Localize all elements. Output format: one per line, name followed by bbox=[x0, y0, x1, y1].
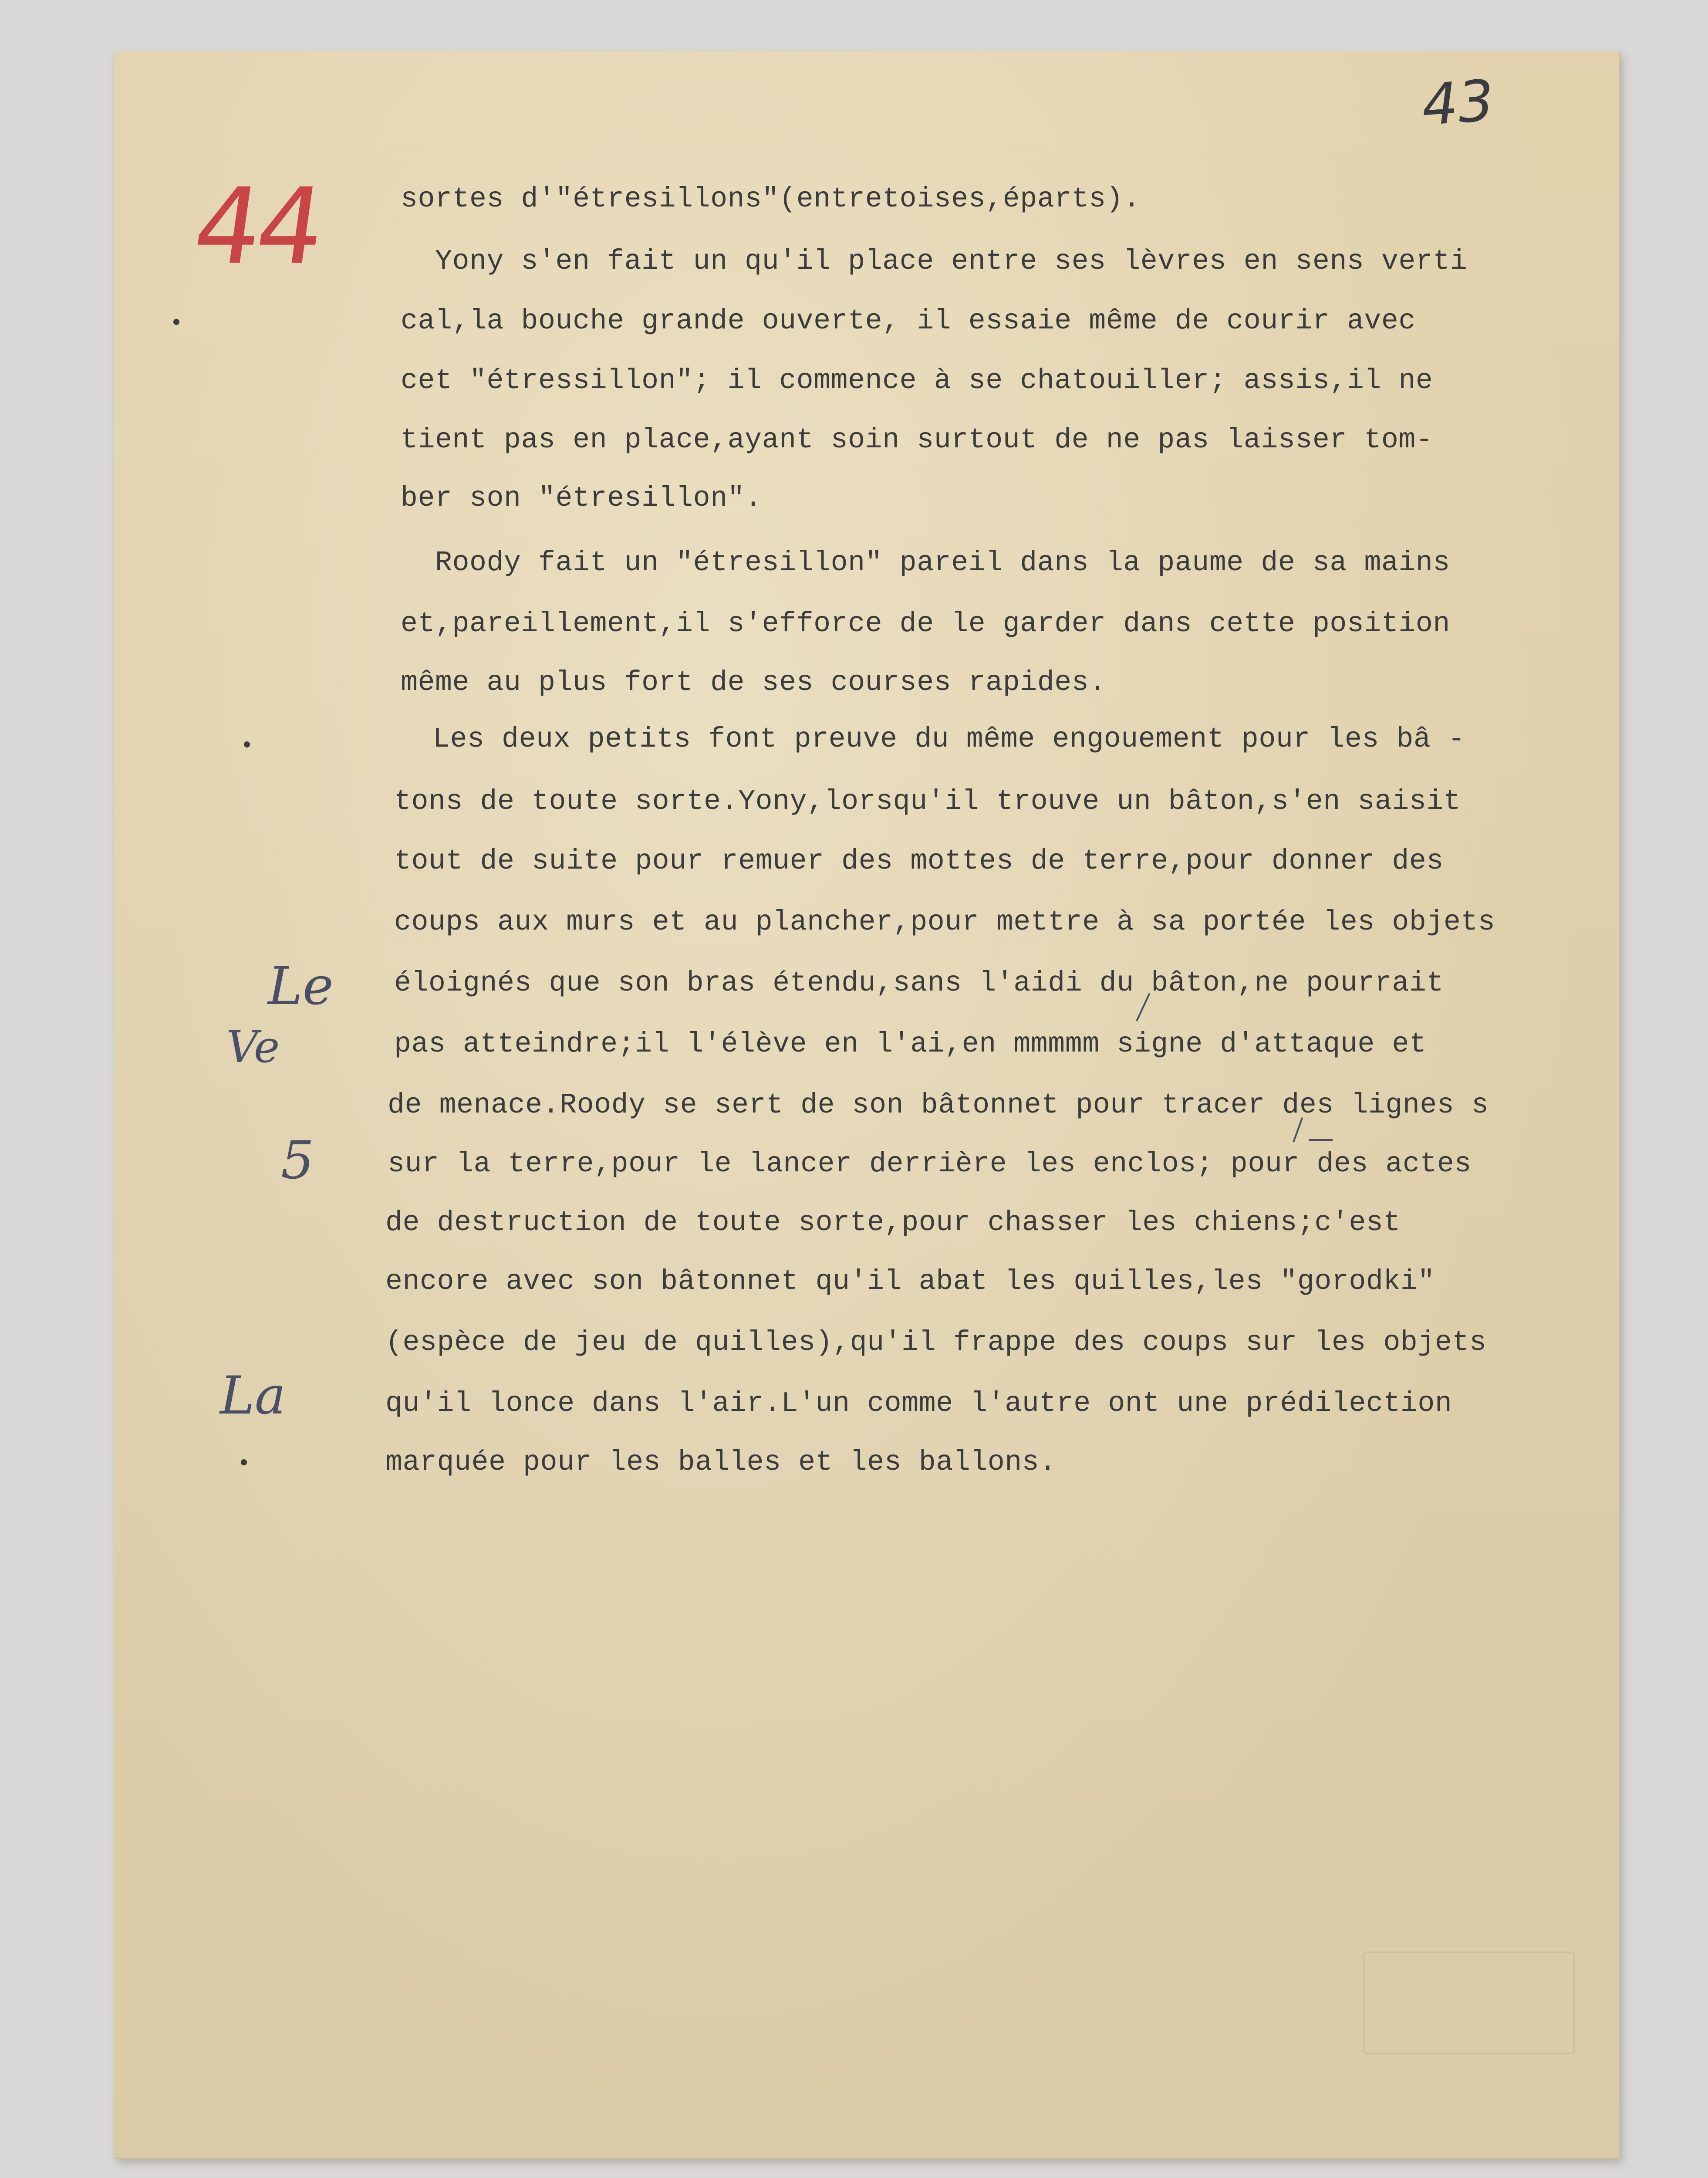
margin-note-la: La bbox=[220, 1366, 286, 1426]
faded-archive-stamp bbox=[1363, 1951, 1575, 2054]
text-line: de menace.Roody se sert de son bâtonnet pour tracer des lignes s bbox=[388, 1089, 1489, 1121]
text-line: ber son "étresillon". bbox=[401, 482, 762, 514]
text-line: éloignés que son bras étendu,sans l'aidi du bâton,ne pourrait bbox=[394, 967, 1444, 999]
text-line: tons de toute sorte.Yony,lorsqu'il trouve un bâton,s'en saisit bbox=[394, 785, 1461, 818]
text-line: Les deux petits font preuve du même engouement pour les bâ - bbox=[398, 723, 1465, 755]
text-line: sur la terre,pour le lancer derrière les enclos; pour des actes bbox=[388, 1148, 1472, 1180]
text-line: coups aux murs et au plancher,pour mettre à sa portée les objets bbox=[394, 906, 1495, 938]
margin-note-5: 5 bbox=[281, 1130, 314, 1191]
text-line: marquée pour les balles et les ballons. bbox=[385, 1446, 1057, 1478]
margin-dot bbox=[173, 319, 179, 325]
text-line: et,pareillement,il s'efforce de le garder dans cette position bbox=[401, 608, 1450, 640]
text-line: encore avec son bâtonnet qu'il abat les quilles,les "gorodki" bbox=[385, 1265, 1435, 1298]
text-line: qu'il lonce dans l'air.L'un comme l'autre ont une prédilection bbox=[385, 1387, 1452, 1420]
text-line: (espèce de jeu de quilles),qu'il frappe des coups sur les objets bbox=[385, 1326, 1487, 1359]
text-line: sortes d'"étresillons"(entretoises,éparts). bbox=[401, 183, 1141, 215]
text-line: cet "étressillon"; il commence à se chatouiller; assis,il ne bbox=[401, 365, 1433, 397]
margin-dot bbox=[241, 1459, 247, 1465]
margin-note-le: Le bbox=[268, 956, 334, 1017]
text-line: cal,la bouche grande ouverte, il essaie même de courir avec bbox=[401, 305, 1416, 337]
text-line: Roody fait un "étresillon" pareil dans la paume de sa mains bbox=[401, 547, 1450, 579]
text-line: Yony s'en fait un qu'il place entre ses lèvres en sens verti bbox=[401, 245, 1468, 277]
correction-stroke bbox=[1309, 1139, 1333, 1141]
text-line: tout de suite pour remuer des mottes de terre,pour donner des bbox=[394, 845, 1444, 877]
margin-note-ve: Ve bbox=[226, 1021, 280, 1072]
text-line: même au plus fort de ses courses rapides. bbox=[401, 666, 1106, 699]
folio-number: 43 bbox=[1419, 67, 1496, 139]
text-line: tient pas en place,ayant soin surtout de ne pas laisser tom- bbox=[401, 424, 1433, 456]
red-page-number: 44 bbox=[186, 166, 328, 287]
margin-dot bbox=[244, 741, 250, 747]
text-line: pas atteindre;il l'élève en l'ai,en mmmmm signe d'attaque et bbox=[394, 1028, 1427, 1060]
text-line: de destruction de toute sorte,pour chasser les chiens;c'est bbox=[385, 1207, 1401, 1239]
